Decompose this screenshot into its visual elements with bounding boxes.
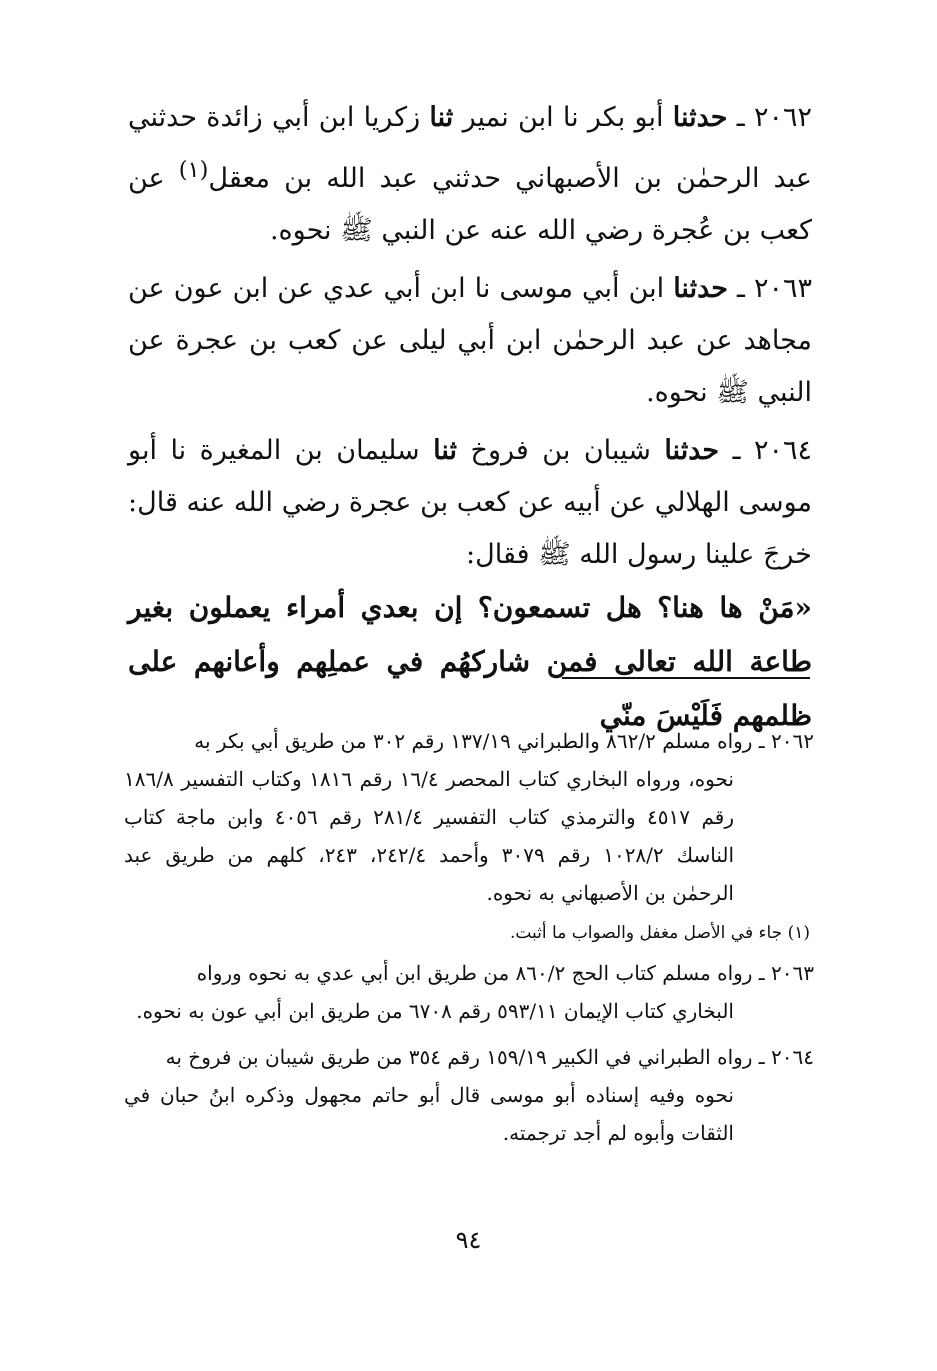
narration-keyword: حدثنا: [672, 102, 728, 133]
note-text-continued: نحوه وفيه إسناده أبو موسى قال أبو حاتم مجهول وذكره ابنُ حبان في الثقات وأبوه لم أجد ترجمته.: [124, 1083, 734, 1145]
page-number: ٩٤: [455, 1226, 482, 1254]
note-number: ٢٠٦٤: [771, 1045, 814, 1069]
separator: ـ: [727, 273, 754, 304]
chain-text: أبو بكر نا ابن نمير: [453, 102, 673, 133]
footnotes: [124, 722, 814, 1160]
hadith-number: ٢٠٦٣: [753, 273, 812, 304]
hadith-2063: [128, 263, 812, 419]
note-2063: [124, 954, 814, 1030]
hadith-2062: [128, 92, 812, 257]
note-text-continued: البخاري كتاب الإيمان ٥٩٣/١١ رقم ٦٧٠٨ من طريق ابن أبي عون به نحوه.: [136, 999, 734, 1023]
separator: ـ: [719, 435, 754, 466]
note-text-continued: نحوه، ورواه البخاري كتاب المحصر ١٦/٤ رقم ١٨١٦ وكتاب التفسير ١٨٦/٨ رقم ٤٥١٧ والترمذي كتاب التفسير ٢٨١/٤ رقم ٤٠٥٦ وابن ماجة كتاب الناسك ١٠٢٨/٢ رقم ٣٠٧٩ وأحمد ٢٤٢/٤، ٢٤٣، كلهم من طريق عبد الرحمٰن بن الأصبهاني به نحوه.: [124, 767, 735, 905]
note-text: ـ رواه الطبراني في الكبير ١٥٩/١٩ رقم ٣٥٤ من طريق شيبان بن فروخ به: [165, 1045, 772, 1069]
note-2064: [124, 1038, 814, 1152]
chain-text: ابن أبي موسى نا ابن أبي عدي عن ابن عون عن مجاهد عن عبد الرحمٰن ابن أبي ليلى عن كعب بن عجرة عن النبي ﷺ نحوه.: [128, 273, 812, 408]
footnote-marker: (١): [178, 157, 209, 183]
chain-text: عن كعب بن عُجرة رضي الله عنه عن النبي ﷺ نحوه.: [128, 163, 812, 246]
narration-keyword: حدثنا: [673, 273, 728, 304]
note-text: ـ رواه مسلم ٨٦٢/٢ والطبراني ١٣٧/١٩ رقم ٣٠٢ من طريق أبي بكر به: [194, 729, 772, 753]
chain-text: شيبان بن فروخ: [457, 435, 665, 466]
note-2062: [124, 722, 814, 912]
note-text: ـ رواه مسلم كتاب الحج ٨٦٠/٢ من طريق ابن أبي عدي به نحوه ورواه: [196, 961, 772, 985]
narration-keyword: ثنا: [433, 435, 458, 466]
hadith-text: «مَنْ ها هنا؟ هل تسمعون؟ إن بعدي أمراء يعملون بغير طاعة الله تعالى فمن شاركهُم في عملِهم وأعانهم على ظلمهم فَلَيْسَ منّي: [128, 591, 813, 732]
hadith-2064: [128, 425, 812, 581]
hadith-number: ٢٠٦٢: [753, 102, 812, 133]
separator: ـ: [727, 102, 754, 133]
chain-text: زكريا ابن أبي زائدة حدثني عبد الرحمٰن بن الأصبهاني حدثني عبد الله بن معقل: [128, 102, 812, 194]
note-number: ٢٠٦٢: [771, 729, 814, 753]
footnote-divider: [562, 677, 810, 679]
narration-keyword: ثنا: [429, 102, 454, 133]
narration-keyword: حدثنا: [664, 435, 720, 466]
main-text: [128, 92, 812, 749]
hadith-number: ٢٠٦٤: [753, 435, 812, 466]
note-number: ٢٠٦٣: [771, 961, 814, 985]
footnote-1: (١) جاء في الأصل مغفل والصواب ما أثبت.: [509, 923, 810, 943]
chain-text: سليمان بن المغيرة نا أبو موسى الهلالي عن أبيه عن كعب بن عجرة رضي الله عنه قال: خرجَ علينا رسول الله ﷺ فقال:: [128, 435, 812, 570]
